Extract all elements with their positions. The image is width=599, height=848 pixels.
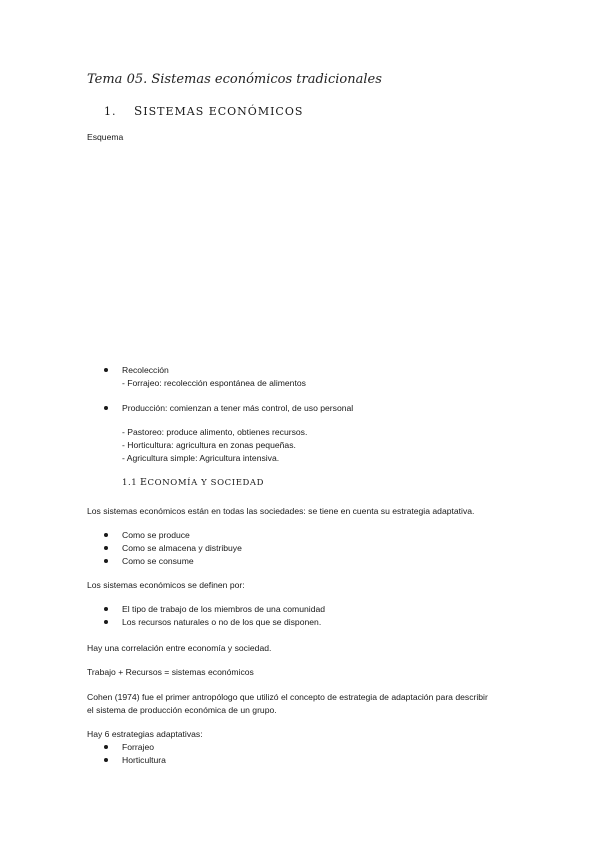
list-item: Como se consume [122,556,194,566]
paragraph: Cohen (1974) fue el primer antropólogo que utilizó el concepto de estrategia de adaptación para describir [87,692,488,702]
bullet [104,620,108,624]
esquema-diagram-area [87,150,512,350]
section-number: 1. [104,105,117,118]
section-title-initial: S [134,104,144,118]
bullet [104,533,108,537]
list-subitem: - Horticultura: agricultura en zonas pequeñas. [122,440,296,450]
list-subitem: - Pastoreo: produce alimento, obtienes recursos. [122,427,308,437]
subsection-title-initial: E [140,477,148,488]
bullet [104,758,108,762]
paragraph: Los sistemas económicos están en todas las sociedades: se tiene en cuenta su estrategia adaptativa. [87,506,475,516]
bullet [104,607,108,611]
paragraph: Hay una correlación entre economía y sociedad. [87,643,272,653]
bullet [104,406,108,410]
list-item: Forrajeo [122,742,154,752]
paragraph: Los sistemas económicos se definen por: [87,580,245,590]
list-item: El tipo de trabajo de los miembros de una comunidad [122,604,326,614]
paragraph: el sistema de producción económica de un grupo. [87,705,277,715]
list-item: Horticultura [122,755,166,765]
list-item: Producción: comienzan a tener más control, de uso personal [122,403,354,413]
paragraph: Trabajo + Recursos = sistemas económicos [87,667,254,677]
subsection-title-rest: CONOMÍA Y SOCIEDAD [147,478,265,488]
page-title: Tema 05. Sistemas económicos tradicionales [87,72,382,87]
paragraph: Hay 6 estrategias adaptativas: [87,729,203,739]
subsection-number: 1.1 [122,478,138,488]
bullet [104,745,108,749]
bullet [104,559,108,563]
section-heading [104,104,303,118]
list-subitem: - Agricultura simple: Agricultura intensiva. [122,453,280,463]
list-subitem: - Forrajeo: recolección espontánea de alimentos [122,378,306,388]
list-item: Recolección [122,365,169,375]
list-item: Como se produce [122,530,190,540]
list-item: Los recursos naturales o no de los que se disponen. [122,617,322,627]
list-item: Como se almacena y distribuye [122,543,242,553]
bullet [104,368,108,372]
bullet [104,546,108,550]
section-title-rest: ISTEMAS ECONÓMICOS [143,105,304,118]
esquema-label: Esquema [87,132,124,142]
subsection-heading [122,477,264,488]
